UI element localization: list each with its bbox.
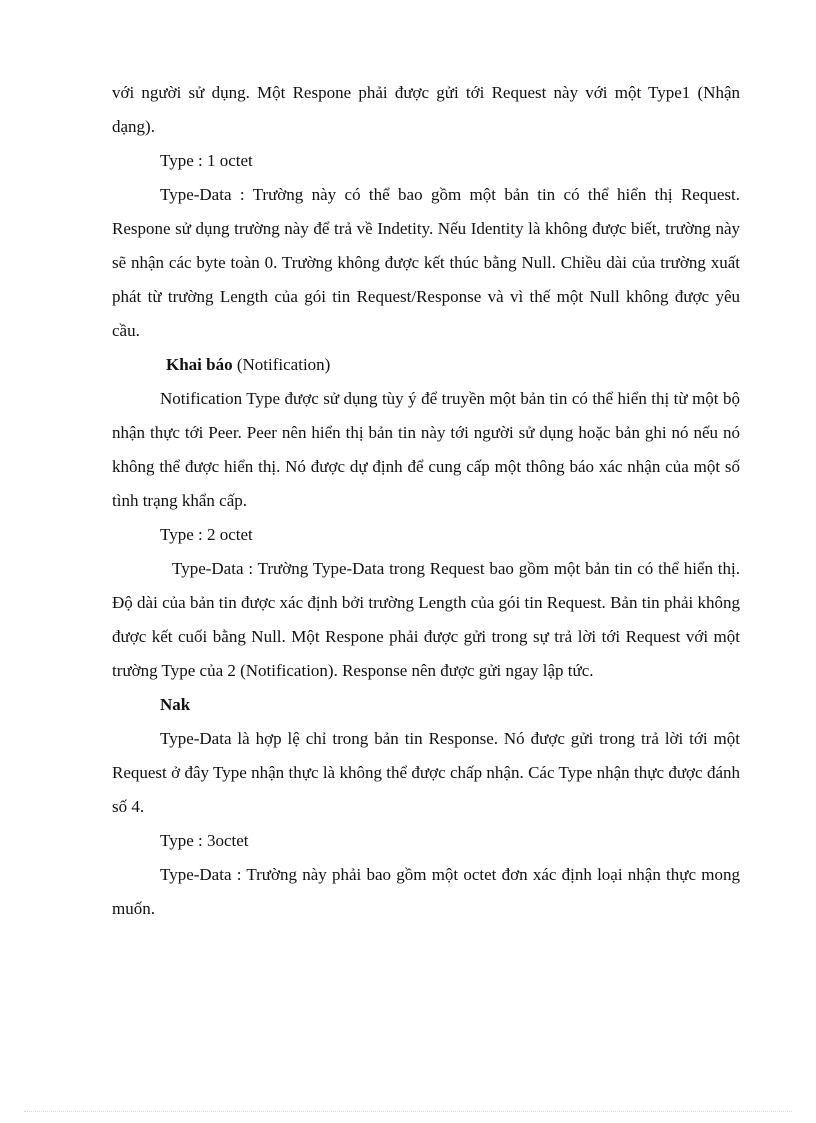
paragraph-nak-description: Type-Data là hợp lệ chỉ trong bản tin Response. Nó được gửi trong trả lời tới một Request ở đây Type nhận thực là không thể được chấp nhận. Các Type nhận thực được đánh số 4.	[112, 729, 740, 816]
paragraph-type-data-nak: Type-Data : Trường này phải bao gồm một octet đơn xác định loại nhận thực mong muốn.	[112, 865, 740, 918]
paragraph-type-data-identity: Type-Data : Trường này có thể bao gồm một bản tin có thể hiển thị Request. Respone sử dụng trường này để trả về Indetity. Nếu Identity là không được biết, trường này sẽ nhận các byte toàn 0. Trường không được kết thúc bằng Null. Chiều dài của trường xuất phát từ trường Length của gói tin Request/Response và vì thế một Null không được yêu cầu.	[112, 185, 740, 340]
paragraph-type-3-octet: Type : 3octet	[160, 831, 249, 850]
paragraph-type-1-octet: Type : 1 octet	[160, 151, 253, 170]
paragraph-notification-type: Notification Type được sử dụng tùy ý để truyền một bản tin có thể hiển thị từ một bộ nhận thực tới Peer. Peer nên hiển thị bản tin này tới người sử dụng hoặc bản ghi nó nếu nó không thể được hiển thị. Nó được dự định để cung cấp một thông báo xác nhận của một số tình trạng khẩn cấp.	[112, 389, 740, 510]
paragraph-type-2-octet: Type : 2 octet	[160, 525, 253, 544]
paragraph-type-data-notification: Type-Data : Trường Type-Data trong Request bao gồm một bản tin có thể hiển thị. Độ dài của bản tin được xác định bởi trường Length của gói tin Request. Bản tin phải không được kết cuối bằng Null. Một Respone phải được gửi trong sự trả lời tới Request với một trường Type của 2 (Notification). Response nên được gửi ngay lập tức.	[112, 559, 740, 680]
heading-nak: Nak	[160, 695, 191, 714]
page-bottom-divider	[24, 1111, 792, 1112]
heading-notification-rest: (Notification)	[232, 355, 331, 374]
document-page	[112, 76, 740, 926]
heading-notification	[112, 348, 740, 382]
paragraph-identity-continuation: với người sử dụng. Một Respone phải được gửi tới Request này với một Type1 (Nhận dạng).	[112, 83, 740, 136]
heading-notification-bold: Khai báo	[166, 355, 233, 374]
